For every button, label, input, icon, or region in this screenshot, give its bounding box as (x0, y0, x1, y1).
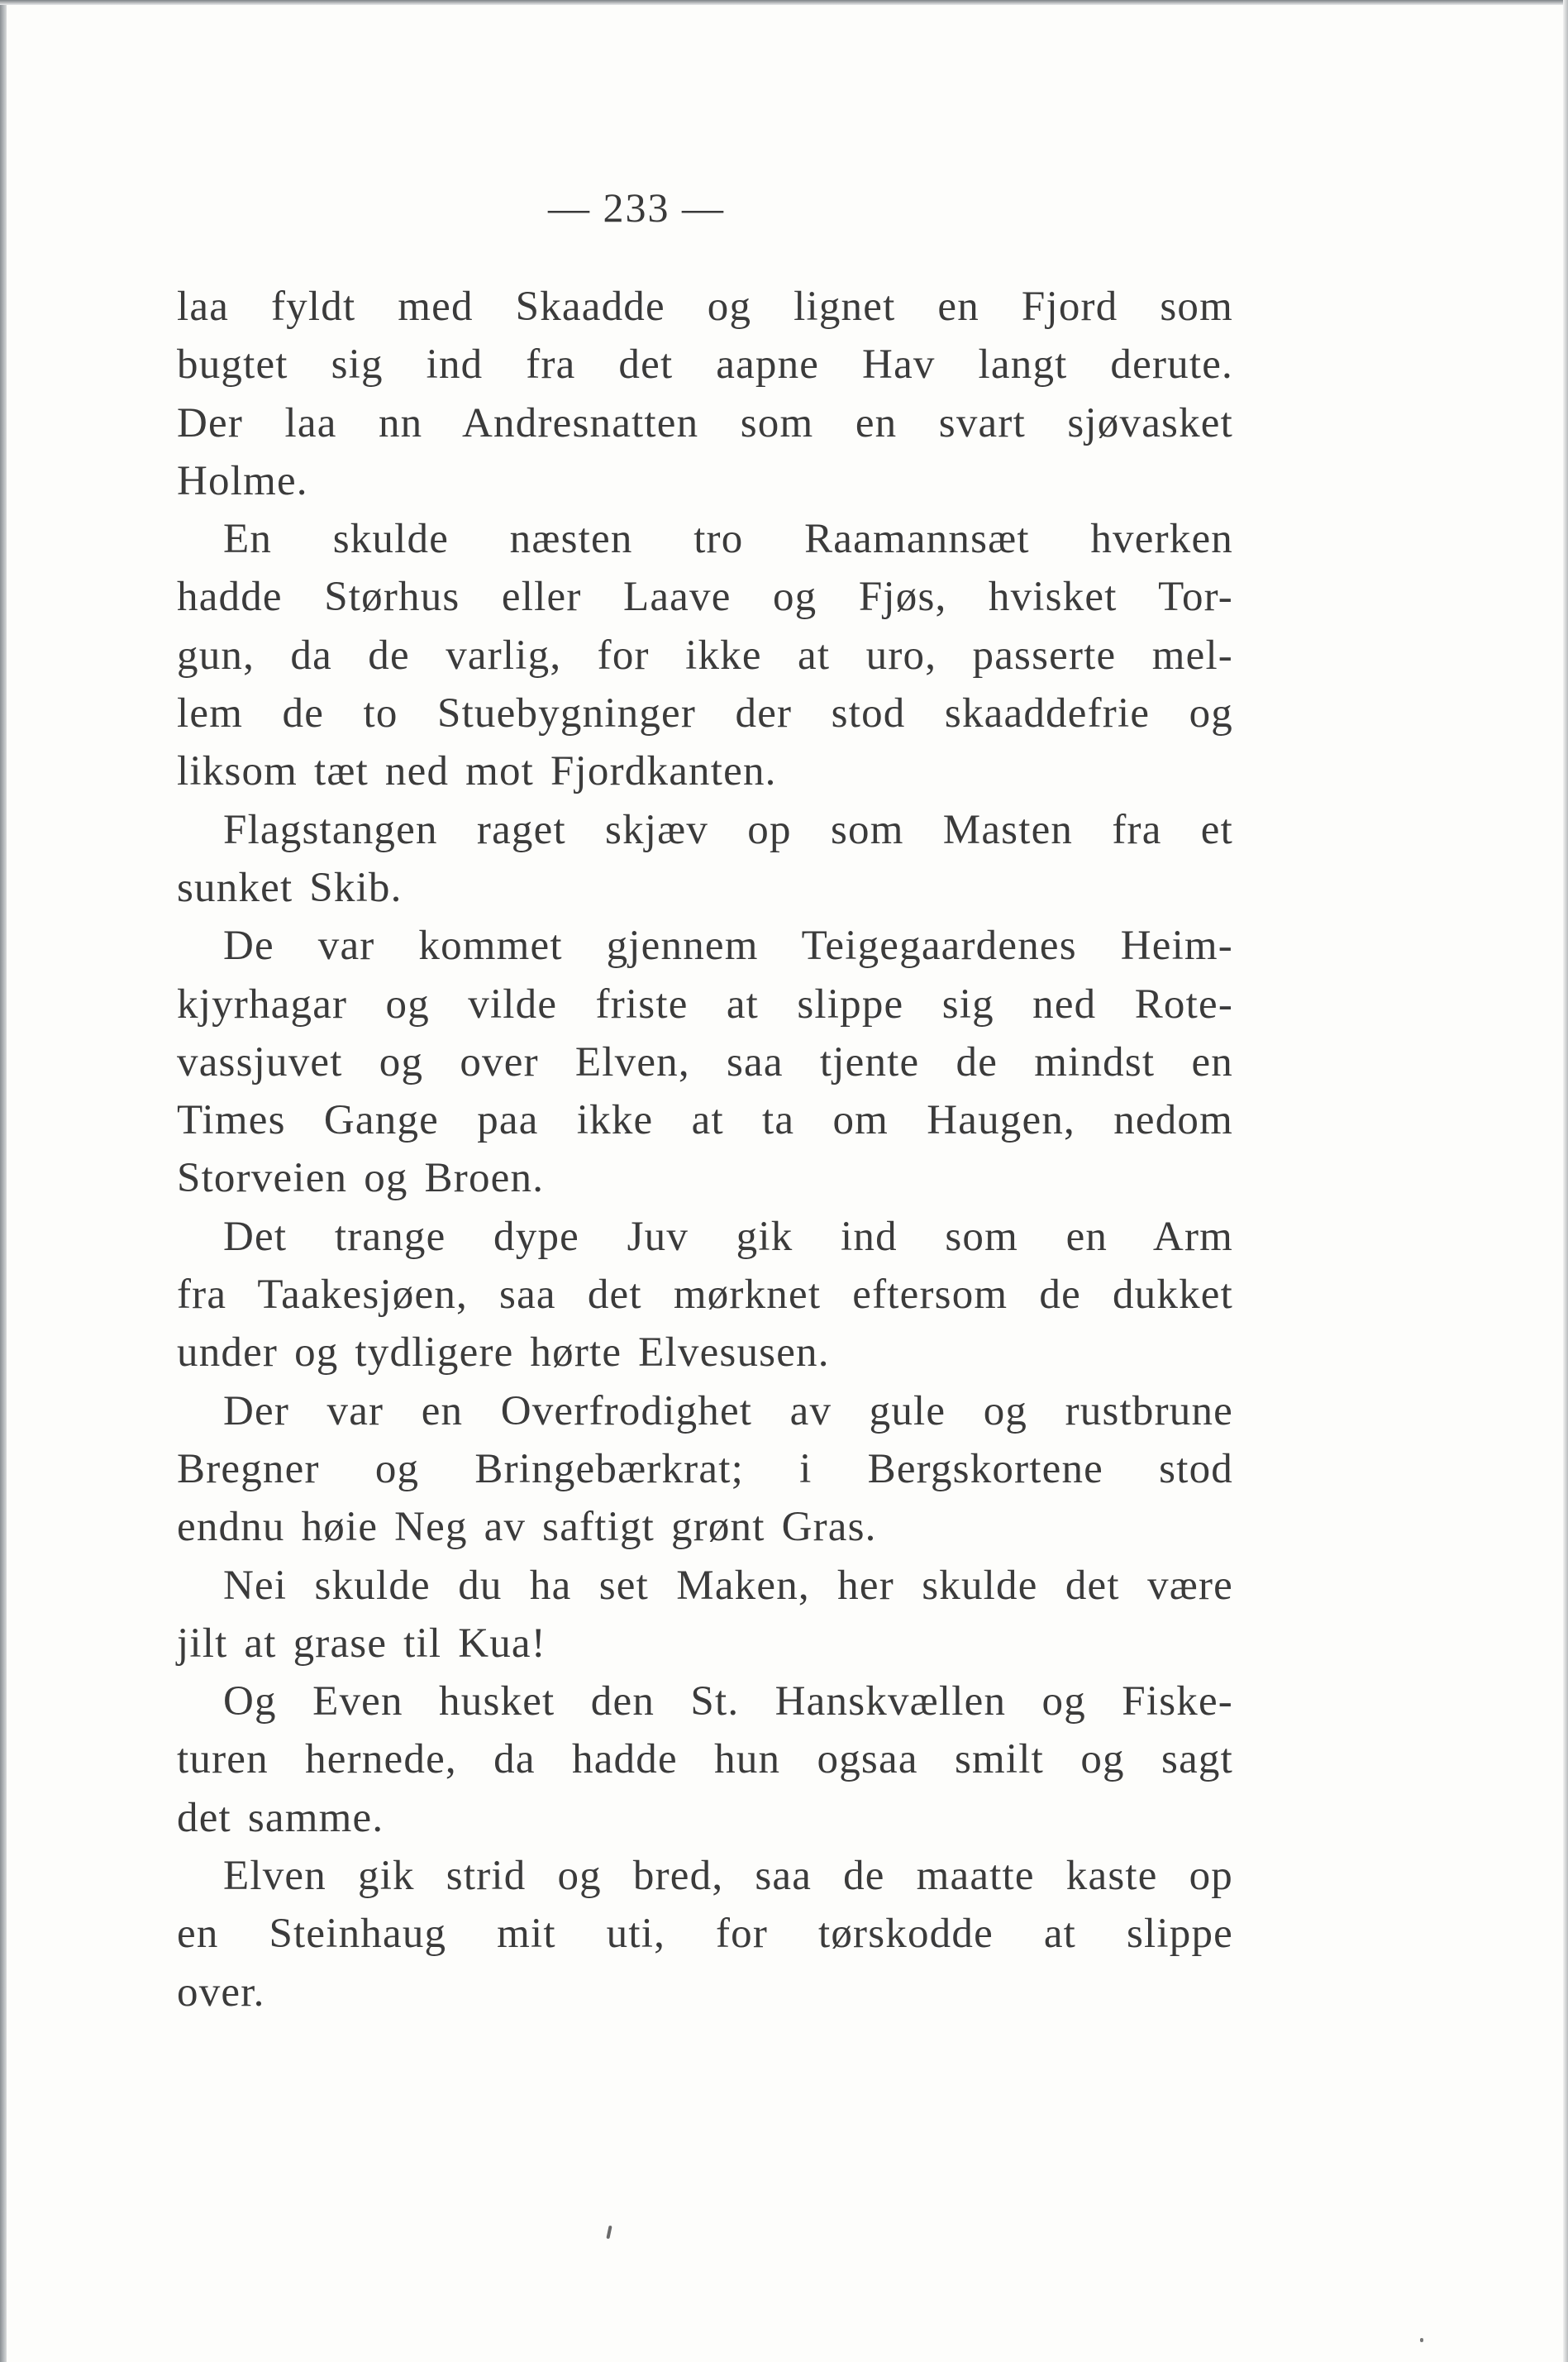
paragraph (177, 1847, 1233, 2021)
text-line: fra Taakesjøen, saa det mørknet eftersom de dukket (177, 1272, 1233, 1319)
text-line: Storveien og Broen. (177, 1155, 545, 1202)
text-line: en Steinhaug mit uti, for tørskodde at slippe (177, 1911, 1233, 1958)
text-line: turen hernede, da hadde hun ogsaa smilt og sagt (177, 1736, 1233, 1783)
page-number: — 233 — (548, 184, 725, 231)
text-line: endnu høie Neg av saftigt grønt Gras. (177, 1504, 877, 1551)
text-line: En skulde næsten tro Raamannsæt hverken (223, 516, 1233, 563)
ink-speck (606, 2226, 612, 2239)
text-line: vassjuvet og over Elven, saa tjente de mindst en (177, 1038, 1233, 1086)
scan-edge-top (0, 0, 1568, 5)
text-line: Der var en Overfrodighet av gule og rustbrune (223, 1387, 1233, 1434)
text-line: det samme. (177, 1794, 384, 1841)
text-line: sunket Skib. (177, 864, 403, 911)
paragraph (177, 801, 1233, 918)
scan-edge-right (1563, 0, 1568, 2362)
text-line: laa fyldt med Skaadde og lignet en Fjord som (177, 284, 1233, 330)
paragraph (177, 1208, 1233, 1382)
paragraph (177, 1557, 1233, 1673)
text-line: over. (177, 1968, 265, 2016)
text-line: under og tydligere hørte Elvesusen. (177, 1329, 830, 1377)
text-line: De var kommet gjennem Teigegaardenes Heim- (223, 923, 1233, 970)
text-line: Nei skulde du ha set Maken, her skulde det være (223, 1562, 1233, 1609)
text-line: kjyrhagar og vilde friste at slippe sig ned Rote- (177, 981, 1233, 1028)
text-line: liksom tæt ned mot Fjordkanten. (177, 748, 777, 795)
text-line: Elven gik strid og bred, saa de maatte kaste op (223, 1853, 1233, 1900)
text-line: Holme. (177, 457, 308, 504)
text-line: Flagstangen raget skjæv op som Masten fra et (223, 806, 1233, 853)
text-line: Og Even husket den St. Hanskvællen og Fiske- (223, 1678, 1233, 1725)
text-line: Bregner og Bringebærkrat; i Bergskortene stod (177, 1445, 1233, 1492)
text-line: hadde Størhus eller Laave og Fjøs, hvisket Tor- (177, 574, 1233, 621)
paragraph (177, 1382, 1233, 1557)
paragraph (177, 510, 1233, 800)
text-line: lem de to Stuebygninger der stod skaaddefrie og (177, 690, 1233, 737)
text-line: bugtet sig ind fra det aapne Hav langt derute. (177, 341, 1233, 389)
text-line: Times Gange paa ikke at ta om Haugen, nedom (177, 1097, 1233, 1144)
body-text (177, 278, 1233, 2021)
paragraph (177, 278, 1233, 510)
paragraph (177, 1672, 1233, 1847)
text-line: Der laa nn Andresnatten som en svart sjøvasket (177, 399, 1233, 446)
text-line: gun, da de varlig, for ikke at uro, passerte mel- (177, 632, 1233, 679)
ink-speck (1420, 2338, 1423, 2342)
paragraph (177, 917, 1233, 1207)
text-line: jilt at grase til Kua! (177, 1620, 546, 1667)
scan-edge-left (0, 0, 7, 2362)
text-line: Det trange dype Juv gik ind som en Arm (223, 1213, 1233, 1260)
